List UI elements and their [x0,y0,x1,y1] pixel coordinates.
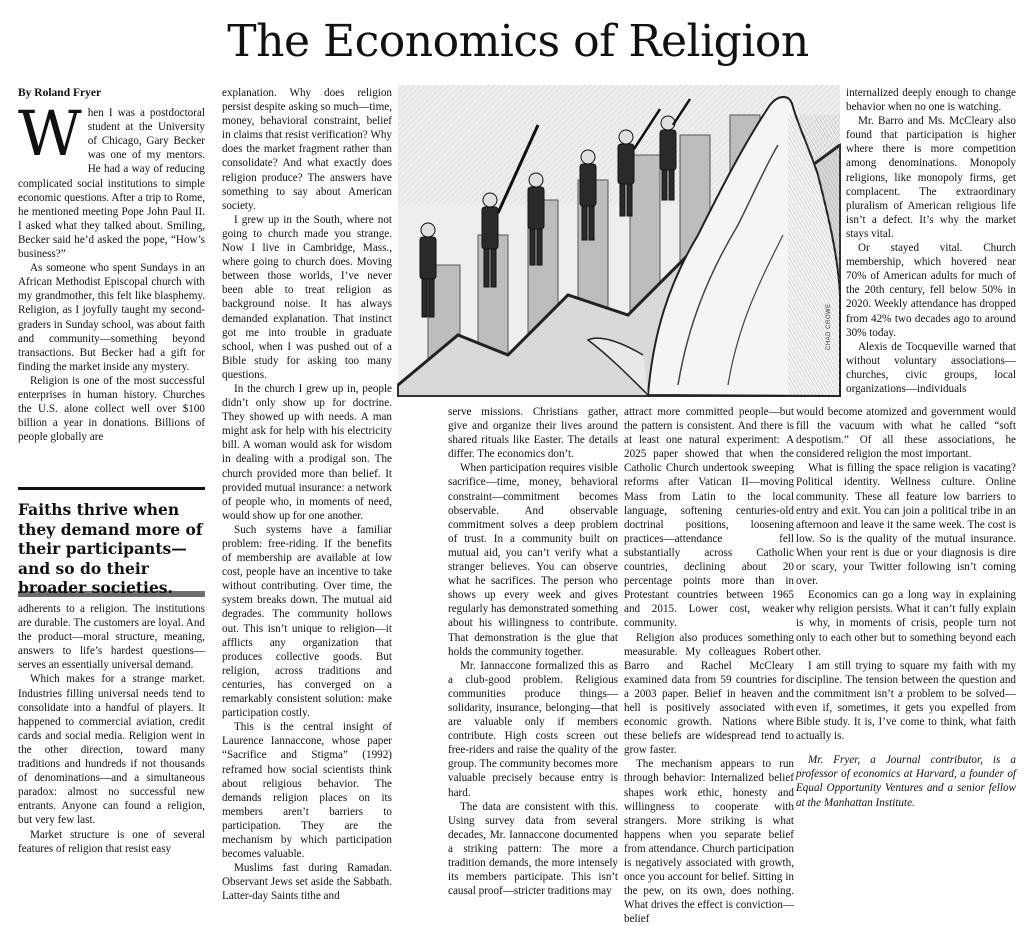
paragraph: What is filling the space religion is vacating? Political identity. Wellness culture. Online community. These all feature low barriers to entry and exit. You can join a political tribe in an afternoon and leave it the same week. The cost is low. So is the quality of the mutual insurance. When your rent is due or your diagnosis is dire or scary, your Twitter following isn’t coming over. [796,462,1016,588]
column-1-top [18,86,205,478]
pull-quote-text: Faiths thrive when they demand more of their participants—and so do their broader societies. [18,500,203,597]
column-5-top [846,86,1016,402]
column-4 [624,405,794,926]
column-3 [448,405,618,898]
paragraph: Alexis de Tocqueville warned that without voluntary associations—churches, civic groups, local organizations—individuals [846,340,1016,395]
paragraph: I am still trying to square my faith with my discipline. The tension between the question and the commitment isn’t a problem to be solved—even if, sometimes, it gets you expelled from Bible study. It is, I’ve come to think, what faith actually is. [796,659,1016,743]
paragraph: Which makes for a strange market. Industries filling universal needs tend to consolidate into a handful of players. It happened to commercial aviation, credit cards and social media. Religion went in the other direction, toward many traditions and hundreds if not thousands of denominations—and a simultaneous paradox: almost no successful new entrants. Anyone can found a religion, but very few last. [18,673,205,827]
illustration-credit: CHAD CROWE [826,303,832,350]
paragraph: Or stayed vital. Church membership, which hovered near 70% of American adults for much of the 20th century, fell below 50% in 2020. Weekly attendance has dropped from 42% two decades ago to around 30% today. [846,242,1016,339]
paragraph: Such systems have a familiar problem: free-riding. If the benefits of membership are available at low cost, people have an incentive to take without contributing. Over time, the system breaks down. The mutual aid degrades. The community hollows out. This isn’t unique to religion—it afflicts any organization that produces collective goods. But religion, across traditions and centuries, has converged on a remarkably consistent solution: make participation costly. [222,523,392,720]
paragraph: Religion also produces something measurable. My colleagues Robert Barro and Rachel McCleary examined data from 59 countries for a 2003 paper. Belief in heaven and hell is positively associated with economic growth. Nations where these beliefs are widespread tend to grow faster. [624,631,794,757]
praying-hands-illustration [398,85,840,396]
pull-quote [18,487,205,597]
paragraph: explanation. Why does religion persist despite asking so much—time, money, behavioral constraint, belief in claims that resist verification? Why does the market fragment rather than consolidate? And what exactly does religion produce? The answers have something to say about American society. [222,87,392,212]
paragraph: adherents to a religion. The institutions are durable. The customers are loyal. And the product—moral structure, meaning, answers to life’s hardest questions—serves an essentially universal demand. [18,603,205,672]
paragraph: This is the central insight of Laurence Iannaccone, whose paper “Sacrifice and Stigma” (1992) reframed how social scientists think about religious behavior. The demands religion places on its members aren’t barriers to participation. They are the mechanism by which participation becomes valuable. [222,721,392,861]
column-2 [222,86,392,903]
paragraph: Economics can go a long way in explaining why religion persists. What it can’t fully explain is why, in moments of crisis, people turn not only to each other but to something beyond each other. [796,589,1016,658]
headline: The Economics of Religion [227,16,809,67]
paragraph: As someone who spent Sundays in an African Methodist Episcopal church with my grandmother, this felt like blasphemy. Religion, as I joyfully taught my second-graders in Sunday school, was about faith and community—something beyond transactions. But Becker had a gift for finding the market inside any mystery. [18,262,205,373]
byline: By Roland Fryer [18,87,102,99]
paragraph: internalized deeply enough to change behavior when no one is watching. [846,87,1016,114]
paragraph: I grew up in the South, where not going to church made you strange. Now I live in Cambridge, Mass., where going to church does. Moving between those worlds, I’ve never been able to treat religion as background noise. It has always demanded explanation. That instinct got me into trouble in graduate school, when I was pushed out of a Bible study for asking too many questions. [222,213,392,381]
paragraph: The mechanism appears to run through behavior: Internalized belief shapes work ethic, honesty and willingness to cooperate with strangers. More striking is what happens when you separate belief from attendance. Church participation is negatively associated with growth, once you account for belief. Sitting in the pew, on its own, does nothing. What drives the effect is conviction—belief [624,758,794,926]
column-1-bottom [18,602,205,870]
paragraph: Mr. Barro and Ms. McCleary also found that participation is higher where there is more competition among denominations. Monopoly religions, like monopoly firms, get complacent. The extraordinary pluralism of American religious life isn’t a defect. It’s why the market stays vital. [846,115,1016,240]
paragraph: Muslims fast during Ramadan. Observant Jews set aside the Sabbath. Latter-day Saints tithe and [222,862,392,903]
drop-cap: W [18,97,82,171]
paragraph: attract more committed people—but the pattern is consistent. And there is at least one natural experiment: A 2025 paper showed that when the Catholic Church undertook sweeping reforms after Vatican II—moving Mass from Latin to the local language, softening centuries-old doctrinal positions, loosening practices—attendance fell substantially across Catholic countries, declining about 20 percentage points more than in Protestant countries between 1965 and 2015. Lower cost, weaker community. [624,406,794,630]
paragraph: Religion is one of the most successful enterprises in human history. Churches the U.S. alone collect well over $100 billion a year in donations. Billions of people globally are [18,374,205,444]
paragraph: Market structure is one of several features of religion that resist easy [18,828,205,855]
author-bio: Mr. Fryer, a Journal contributor, is a professor of economics at Harvard, a founder of Equal Opportunity Ventures and a senior fellow at the Manhattan Institute. [796,754,1016,809]
paragraph: would become atomized and government would fill the vacuum with what he called “soft despotism.” Of all these associations, he considered religion the most important. [796,406,1016,461]
paragraph [18,97,205,261]
paragraph: serve missions. Christians gather, give and organize their lives around shared rituals like Easter. The details differ. The economics don’t. [448,406,618,461]
paragraph-text: hen I was a postdoctoral student at the University of Chicago, Gary Becker was one of my mentors. He had a way of reducing complicated social institutions to simple economic questions. After a trip to Rome, he mentioned meeting Pope John Paul II. I asked what they talked about. Smiling, Becker said he’d asked the pope, “How’s business?” [18,107,205,261]
paragraph: When participation requires visible sacrifice—time, money, behavioral constraint—commitment becomes observable. And observable commitment solves a deep problem of trust. In a community built on mutual aid, you can’t verify what a stranger believes. You can observe what he sacrifices. The person who shows up every week and gives regularly has demonstrated something about his willingness to contribute. That demonstration is the glue that holds the community together. [448,462,618,658]
paragraph: In the church I grew up in, people didn’t only show up for doctrine. They showed up with needs. A man might ask for help with his electricity bill. A woman would ask for wisdom in dealing with a prodigal son. The church provided more than belief. It provided mutual insurance: a network of people who, in moments of need, would show up for one another. [222,382,392,522]
illustration [398,85,840,396]
column-5-bottom [796,405,1016,870]
paragraph: Mr. Iannaccone formalized this as a club-good problem. Religious communities produce things—solidarity, insurance, belonging—that are valuable only if members contribute. High costs screen out free-riders and raise the quality of the group. The community becomes more valuable precisely because entry is hard. [448,659,618,799]
paragraph: The data are consistent with this. Using survey data from several decades, Mr. Iannaccone documented a striking pattern: The more a tradition demands, the more intensely its members participate. This isn’t causal proof—stricter traditions may [448,800,618,898]
